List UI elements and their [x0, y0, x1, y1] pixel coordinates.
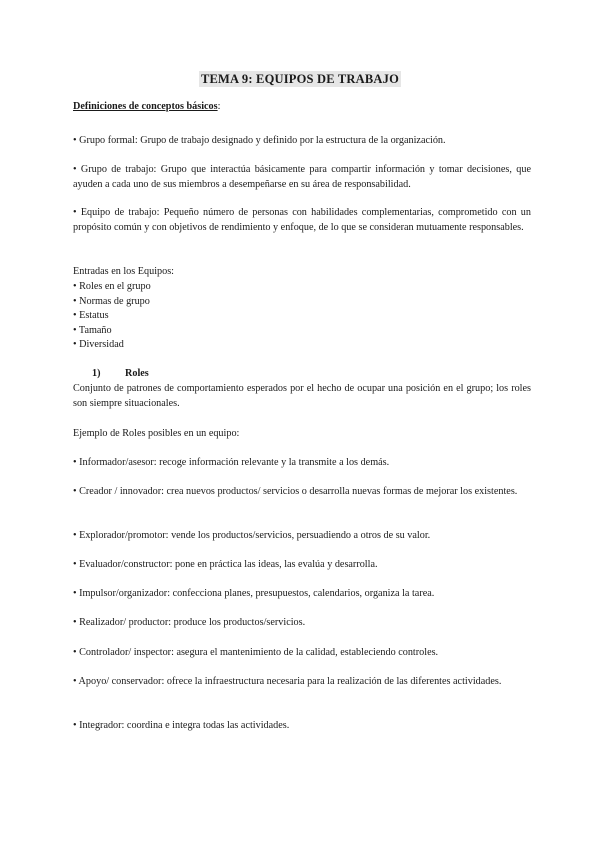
- list-item: • Estatus: [73, 310, 109, 321]
- list-item: • Normas de grupo: [73, 295, 150, 307]
- role-item: • Realizador/ productor: produce los productos/servicios.: [73, 617, 306, 628]
- section-number: 1): [92, 368, 101, 379]
- definition-item: • Grupo de trabajo: Grupo que interactúa básicamente para compartir información y tomar decisiones, que ayuden a cada uno de sus miembros a desempeñarse en su área de responsabilidad.: [73, 164, 531, 190]
- definitions-heading: Definiciones de conceptos básicos:: [73, 101, 221, 112]
- role-item: • Controlador/ inspector: asegura el mantenimiento de la calidad, estableciendo controles.: [73, 647, 439, 658]
- roles-example-heading: Ejemplo de Roles posibles en un equipo:: [73, 428, 240, 439]
- role-item: • Evaluador/constructor: pone en práctica las ideas, las evalúa y desarrolla.: [73, 559, 378, 570]
- page-title-text: TEMA 9: EQUIPOS DE TRABAJO: [200, 72, 400, 86]
- list-item: • Diversidad: [73, 339, 124, 350]
- inputs-list: [73, 280, 531, 353]
- definition-item: • Grupo formal: Grupo de trabajo designado y definido por la estructura de la organización.: [73, 135, 446, 146]
- inputs-heading: Entradas en los Equipos:: [73, 266, 175, 277]
- roles-intro: Conjunto de patrones de comportamiento esperados por el hecho de ocupar una posición en el grupo; los roles son siempre situacionales.: [73, 383, 531, 409]
- role-item: • Explorador/promotor: vende los productos/servicios, persuadiendo a otros de su valor.: [73, 530, 431, 541]
- role-item: • Informador/asesor: recoge información relevante y la transmite a los demás.: [73, 457, 390, 468]
- role-item: • Creador / innovador: crea nuevos productos/ servicios o desarrolla nuevas formas de mejorar los existentes.: [73, 486, 518, 497]
- role-item: • Apoyo/ conservador: ofrece la infraestructura necesaria para la realización de las diferentes actividades.: [73, 676, 502, 687]
- role-item: • Impulsor/organizador: confecciona planes, presupuestos, calendarios, organiza la tarea.: [73, 588, 435, 599]
- section-heading-roles: [73, 367, 531, 382]
- section-label: Roles: [125, 368, 149, 379]
- definition-item: • Equipo de trabajo: Pequeño número de personas con habilidades complementarias, comprometido con un propósito común y con objetivos de rendimiento y enfoque, de lo que se consideran mutuamente responsables.: [73, 207, 531, 233]
- list-item: • Tamaño: [73, 324, 112, 336]
- list-item: • Roles en el grupo: [73, 281, 151, 292]
- role-item: • Integrador: coordina e integra todas las actividades.: [73, 720, 290, 731]
- definitions-heading-text: Definiciones de conceptos básicos: [73, 101, 218, 112]
- page-title: [0, 72, 600, 89]
